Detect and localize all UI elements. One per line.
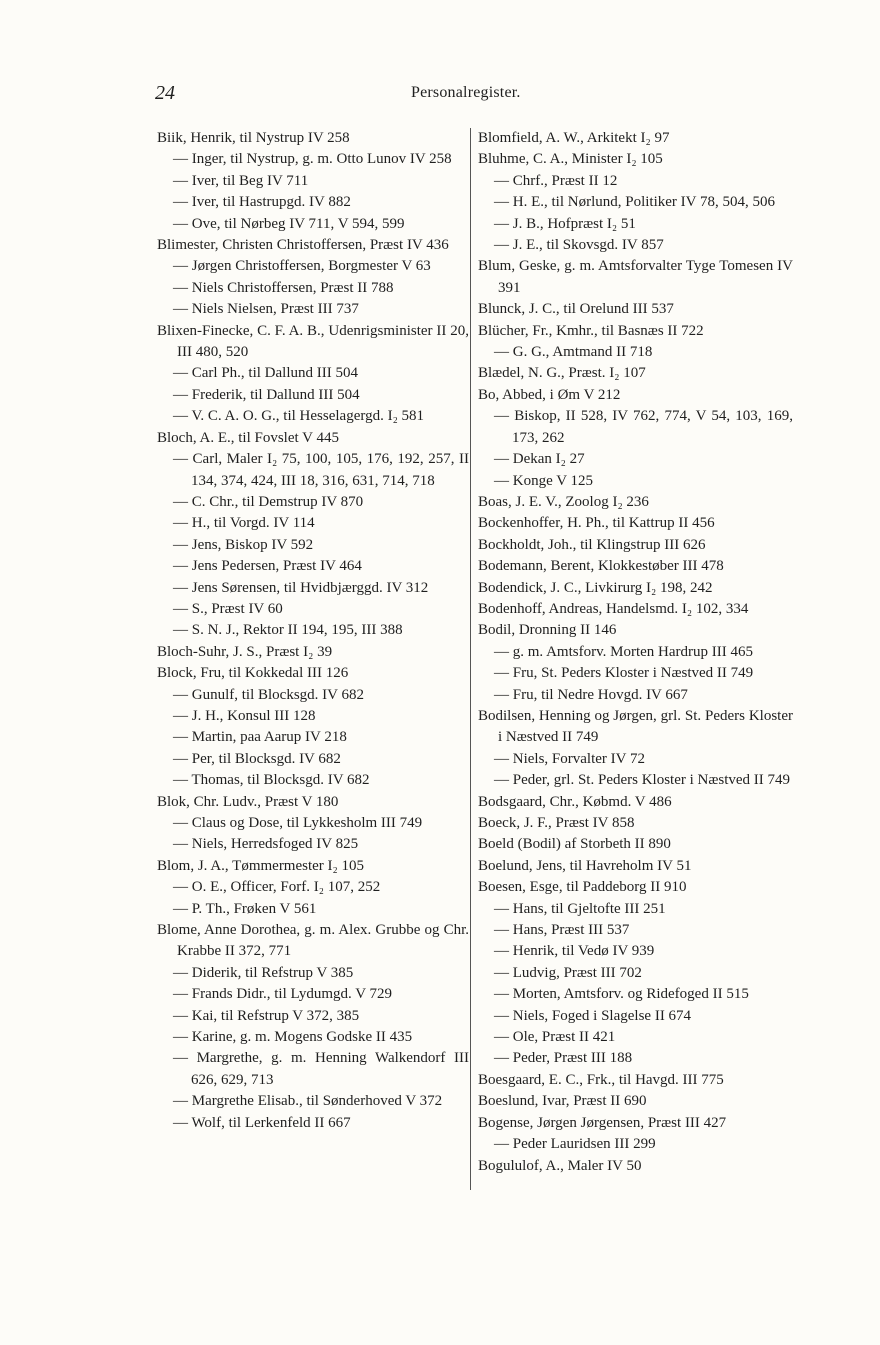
index-entry: Bo, Abbed, i Øm V 212 [478,386,621,403]
index-subentry: — Hans, til Gjeltofte III 251 [494,900,666,917]
index-entry: Bockholdt, Joh., til Klingstrup III 626 [478,536,706,553]
index-subentry: — S., Præst IV 60 [173,600,283,617]
index-entry: Blome, Anne Dorothea, g. m. Alex. Grubbe og Chr. Krabbe II 372, 771 [157,922,469,960]
index-subentry: — Peder, Præst III 188 [494,1050,633,1067]
index-subentry: — Carl Ph., til Dallund III 504 [173,365,358,382]
index-entry: Blimester, Christen Christoffersen, Præst IV 436 [157,237,449,254]
index-entry: Boeld (Bodil) af Storbeth II 890 [478,836,671,853]
index-entry: Biik, Henrik, til Nystrup IV 258 [157,130,350,146]
index-subentry: — Wolf, til Lerkenfeld II 667 [173,1114,351,1131]
index-subentry: — Jens, Biskop IV 592 [173,536,314,553]
index-subentry: — Ludvig, Præst III 702 [494,964,642,981]
index-subentry: — Niels, Foged i Slagelse II 674 [494,1007,692,1024]
index-subentry: — g. m. Amtsforv. Morten Hardrup III 465 [494,643,753,660]
index-subentry: — H. E., til Nørlund, Politiker IV 78, 504, 506 [494,194,775,211]
index-entry: Bodenhoff, Andreas, Handelsmd. I₂ 102, 334 [478,600,749,617]
index-subentry: — Iver, til Hastrupgd. IV 882 [173,194,351,211]
index-subentry: — J. H., Konsul III 128 [173,707,316,724]
index-subentry: — C. Chr., til Demstrup IV 870 [173,493,364,510]
index-subentry: — S. N. J., Rektor II 194, 195, III 388 [173,622,403,639]
index-subentry: — Niels Nielsen, Præst III 737 [173,301,359,318]
index-subentry: — O. E., Officer, Forf. I₂ 107, 252 [173,879,381,896]
index-subentry: — Henrik, til Vedø IV 939 [494,943,655,960]
index-entry: Bloch-Suhr, J. S., Præst I₂ 39 [157,643,333,660]
index-subentry: — Niels, Forvalter IV 72 [494,750,645,767]
index-subentry: — Ole, Præst II 421 [494,1029,616,1046]
index-subentry: — Inger, til Nystrup, g. m. Otto Lunov IV 258 [173,151,452,168]
index-entry: Blixen-Finecke, C. F. A. B., Udenrigsminister II 20, III 480, 520 [157,322,469,361]
index-subentry: — Peder, grl. St. Peders Kloster i Næstved II 749 [494,772,791,789]
index-subentry: — Diderik, til Refstrup V 385 [173,964,354,981]
index-subentry: — V. C. A. O. G., til Hesselagergd. I₂ 581 [173,408,425,425]
index-subentry: — H., til Vorgd. IV 114 [173,515,315,532]
index-subentry: — Jens Pedersen, Præst IV 464 [173,558,362,575]
index-entry: Blædel, N. G., Præst. I₂ 107 [478,365,646,382]
index-subentry: — Gunulf, til Blocksgd. IV 682 [173,686,364,703]
index-subentry: — Hans, Præst III 537 [494,922,630,939]
index-entry: Bogense, Jørgen Jørgensen, Præst III 427 [478,1114,727,1131]
index-subentry: — Kai, til Refstrup V 372, 385 [173,1007,360,1024]
index-subentry: — Biskop, II 528, IV 762, 774, V 54, 103, 169, 173, 262 [494,408,793,446]
index-entry: Blom, J. A., Tømmermester I₂ 105 [157,857,365,874]
index-subentry: — Peder Lauridsen III 299 [494,1136,656,1153]
index-entry: Blunck, J. C., til Orelund III 537 [478,301,674,318]
index-subentry: — G. G., Amtmand II 718 [494,344,653,361]
running-title: Personalregister. [411,84,521,101]
index-subentry: — Ove, til Nørbeg IV 711, V 594, 599 [173,215,405,232]
index-subentry: — Margrethe, g. m. Henning Walkendorf III 626, 629, 713 [173,1050,469,1088]
index-subentry: — Claus og Dose, til Lykkesholm III 749 [173,815,423,831]
column-divider [470,128,471,1190]
index-subentry: — Iver, til Beg IV 711 [173,172,309,189]
index-subentry: — Konge V 125 [494,472,594,489]
index-subentry: — Jens Sørensen, til Hvidbjærggd. IV 312 [173,579,429,596]
index-entry: Bluhme, C. A., Minister I₂ 105 [478,151,663,168]
page-number: 24 [155,82,175,104]
index-entry: Boeslund, Ivar, Præst II 690 [478,1093,647,1110]
index-subentry: — Per, til Blocksgd. IV 682 [173,750,341,767]
index-subentry: — Niels, Herredsfoged IV 825 [173,836,359,853]
index-entry: Blomfield, A. W., Arkitekt I₂ 97 [478,130,670,146]
index-entry: Bloch, A. E., til Fovslet V 445 [157,429,339,446]
index-subentry: — Chrf., Præst II 12 [494,172,618,189]
index-subentry: — Niels Christoffersen, Præst II 788 [173,279,394,296]
index-subentry: — Fru, til Nedre Hovgd. IV 667 [494,686,688,703]
index-entry: Block, Fru, til Kokkedal III 126 [157,665,349,682]
index-subentry: — Dekan I₂ 27 [494,451,585,468]
index-subentry: — P. Th., Frøken V 561 [173,900,317,917]
index-subentry: — Martin, paa Aarup IV 218 [173,729,347,746]
index-subentry: — Fru, St. Peders Kloster i Næstved II 749 [494,665,754,682]
index-entry: Bodemann, Berent, Klokkestøber III 478 [478,558,724,575]
index-column-left [157,128,469,1134]
index-subentry: — Morten, Amtsforv. og Ridefoged II 515 [494,986,749,1003]
index-entry: Bodsgaard, Chr., Købmd. V 486 [478,793,672,810]
index-entry: Boeck, J. F., Præst IV 858 [478,815,635,831]
index-subentry: — Karine, g. m. Mogens Godske II 435 [173,1029,413,1046]
index-subentry: — J. E., til Skovsgd. IV 857 [494,237,664,254]
index-subentry: — Margrethe Elisab., til Sønderhoved V 372 [173,1093,443,1110]
index-entry: Boesgaard, E. C., Frk., til Havgd. III 775 [478,1071,724,1088]
index-entry: Boesen, Esge, til Paddeborg II 910 [478,879,687,896]
index-subentry: — Carl, Maler I₂ 75, 100, 105, 176, 192, 257, II 134, 374, 424, III 18, 316, 631, 714, 718 [173,451,469,489]
index-entry: Bockenhoffer, H. Ph., til Kattrup II 456 [478,515,715,532]
index-entry: Bodilsen, Henning og Jørgen, grl. St. Peders Kloster i Næstved II 749 [478,707,793,746]
index-subentry: — Frederik, til Dallund III 504 [173,386,360,403]
index-entry: Bodendick, J. C., Livkirurg I₂ 198, 242 [478,579,713,596]
index-entry: Bodil, Dronning II 146 [478,622,617,639]
index-entry: Blücher, Fr., Kmhr., til Basnæs II 722 [478,322,704,339]
index-entry: Boas, J. E. V., Zoolog I₂ 236 [478,493,649,510]
index-subentry: — Jørgen Christoffersen, Borgmester V 63 [173,258,431,275]
index-entry: Blum, Geske, g. m. Amtsforvalter Tyge Tomesen IV 391 [478,258,793,296]
index-subentry: — Thomas, til Blocksgd. IV 682 [173,772,370,789]
index-column-right [478,128,793,1177]
index-entry: Boelund, Jens, til Havreholm IV 51 [478,857,692,874]
index-subentry: — J. B., Hofpræst I₂ 51 [494,215,636,232]
index-entry: Blok, Chr. Ludv., Præst V 180 [157,793,339,810]
index-subentry: — Frands Didr., til Lydumgd. V 729 [173,986,393,1003]
page-header [155,82,755,108]
index-entry: Bogululof, A., Maler IV 50 [478,1157,642,1174]
